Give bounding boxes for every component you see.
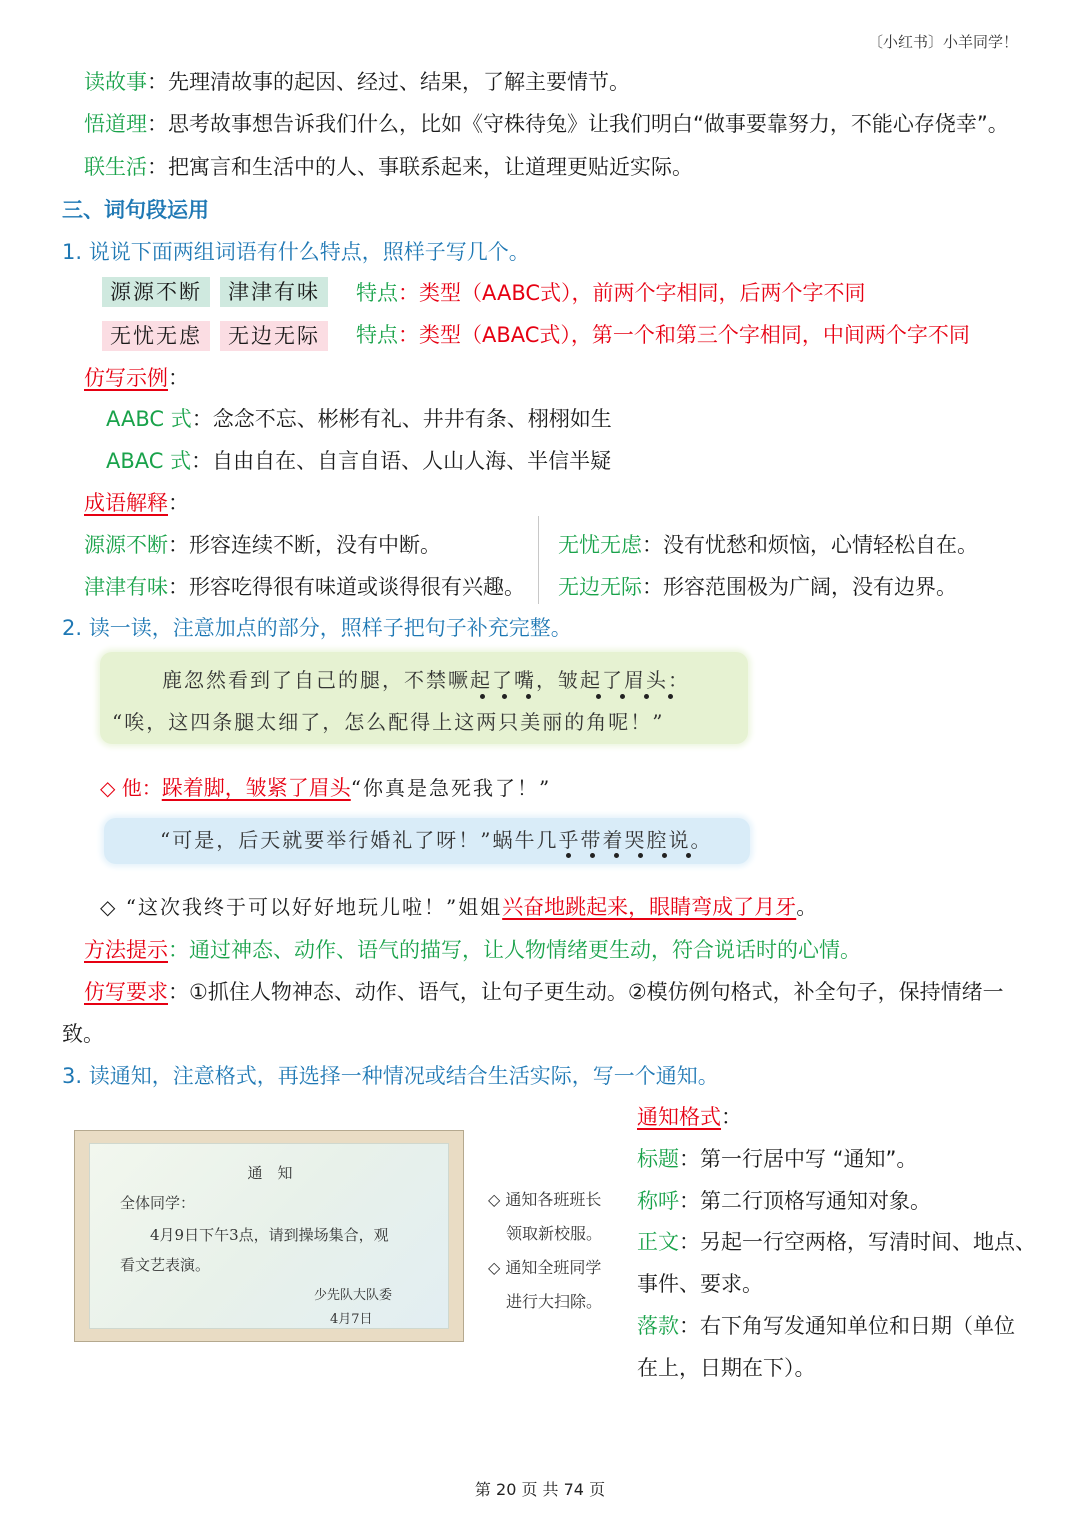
example-suffix: 。 <box>796 895 818 919</box>
examples-label: 仿写示例 <box>84 366 168 390</box>
filled-answer: 跺着脚，皱紧了眉头 <box>161 776 351 800</box>
feature-label: 特点 <box>356 281 398 305</box>
notice-option: ◇ 通知全班同学 <box>488 1258 602 1277</box>
passage-2-text: “可是，后天就要举行婚礼了呀！”蜗牛几乎带着哭腔说。 <box>160 828 713 852</box>
notice-paper <box>89 1143 449 1329</box>
format-heading <box>637 1105 742 1130</box>
notice-heading: 通 知 <box>247 1164 293 1182</box>
emphasis-dot <box>566 853 571 858</box>
idiom-word: 津津有味 <box>84 575 168 599</box>
question-2-title: 2. 读一读，注意加点的部分，照样子把句子补充完整。 <box>62 616 572 640</box>
idiom-word: 源源不断 <box>84 533 168 557</box>
explain-heading <box>84 491 189 516</box>
word-group-2 <box>102 324 328 349</box>
column-divider <box>538 516 539 604</box>
emphasis-dot <box>480 694 485 699</box>
format-item-text: ：另起一行空两格，写清时间、地点、 <box>679 1230 1036 1254</box>
reading-text: ：先理清故事的起因、经过、结果，了解主要情节。 <box>147 70 630 94</box>
tip-label: 方法提示 <box>84 938 168 962</box>
section-title: 三、词句段运用 <box>62 198 209 222</box>
emphasis-dot <box>644 694 649 699</box>
format-item <box>637 1314 1015 1339</box>
emphasis-dot <box>638 853 643 858</box>
feature-text: ：类型（AABC式），前两个字相同，后两个字不同 <box>398 281 866 305</box>
emphasis-dot <box>620 694 625 699</box>
format-item-cont: 在上，日期在下）。 <box>637 1356 816 1380</box>
abac-label: ABAC 式 <box>106 449 192 473</box>
page-header: 〔小红书〕小羊同学！ <box>867 33 1018 51</box>
notice-card <box>74 1130 464 1342</box>
feature-2 <box>356 323 970 348</box>
reading-label: 悟道理 <box>84 112 147 136</box>
abac-examples <box>106 449 611 474</box>
notice-sender: 少先队大队委 <box>314 1288 393 1303</box>
explanation-item <box>558 533 978 558</box>
notice-option: ◇ 通知各班班长 <box>488 1190 602 1209</box>
idiom-meaning: ：形容范围极为广阔，没有边界。 <box>642 575 957 599</box>
notice-date: 4月7日 <box>330 1312 373 1327</box>
word-chip: 无忧无虑 <box>102 321 210 351</box>
filled-answer: 兴奋地跳起来，眼睛弯成了月牙 <box>502 895 797 919</box>
emphasis-dot <box>526 694 531 699</box>
idiom-word: 无忧无虑 <box>558 533 642 557</box>
examples-heading <box>84 366 189 391</box>
passage-1-line-2: “唉，这四条腿太细了，怎么配得上这两只美丽的角呢！” <box>112 710 665 734</box>
req-text: ：①抓住人物神态、动作、语气，让句子更生动。②模仿例句格式，补全句子，保持情绪一 <box>168 980 1004 1004</box>
explanation-item <box>558 575 957 600</box>
colon: ： <box>168 366 189 390</box>
format-item-text: ：第一行居中写 “通知”。 <box>679 1147 918 1171</box>
notice-option: 进行大扫除。 <box>506 1292 603 1311</box>
word-chip: 津津有味 <box>220 277 328 307</box>
idiom-meaning: ：没有忧愁和烦恼，心情轻松自在。 <box>642 533 978 557</box>
example-sentence-2 <box>100 895 817 920</box>
writing-requirement <box>84 980 1004 1005</box>
emphasis-dot <box>596 694 601 699</box>
tip-text: ：通过神态、动作、语气的描写，让人物情绪更生动，符合说话时的心情。 <box>168 938 861 962</box>
word-chip: 无边无际 <box>220 321 328 351</box>
format-item-label: 称呼 <box>637 1189 679 1213</box>
question-3-title: 3. 读通知，注意格式，再选择一种情况或结合生活实际，写一个通知。 <box>62 1064 719 1088</box>
explain-label: 成语解释 <box>84 491 168 515</box>
reading-text: ：思考故事想告诉我们什么，比如《守株待兔》让我们明白“做事要靠努力，不能心存侥幸”。 <box>147 112 1009 136</box>
explanation-item <box>84 533 441 558</box>
format-item-label: 正文 <box>637 1230 679 1254</box>
format-item-text: ：第二行顶格写通知对象。 <box>679 1189 931 1213</box>
format-item <box>637 1147 917 1172</box>
reading-label: 读故事 <box>84 70 147 94</box>
example-prefix: ◇ 他： <box>100 776 162 800</box>
colon: ： <box>721 1105 742 1129</box>
aabc-examples <box>106 407 612 432</box>
word-group-1 <box>102 280 328 305</box>
writing-requirement-cont: 致。 <box>62 1022 104 1046</box>
format-item-cont: 事件、要求。 <box>637 1272 763 1296</box>
notice-recipient: 全体同学： <box>120 1194 196 1212</box>
reading-line-3 <box>84 155 693 180</box>
notice-body: 4月9日下午3点，请到操场集合，观 <box>150 1226 389 1244</box>
emphasis-dot <box>614 853 619 858</box>
reading-label: 联生活 <box>84 155 147 179</box>
req-label: 仿写要求 <box>84 980 168 1004</box>
question-1-title: 1. 说说下面两组词语有什么特点，照样子写几个。 <box>62 240 530 264</box>
aabc-label: AABC 式 <box>106 407 192 431</box>
format-item-text: ：右下角写发通知单位和日期（单位 <box>679 1314 1015 1338</box>
idiom-meaning: ：形容连续不断，没有中断。 <box>168 533 441 557</box>
format-label: 通知格式 <box>637 1105 721 1129</box>
example-suffix: “你真是急死我了！” <box>350 776 552 800</box>
method-tip <box>84 938 861 963</box>
feature-text: ：类型（ABAC式），第一个和第三个字相同，中间两个字不同 <box>398 323 970 347</box>
notice-body: 看文艺表演。 <box>120 1256 211 1274</box>
example-sentence-1 <box>100 776 551 801</box>
emphasis-dot <box>590 853 595 858</box>
format-item <box>637 1230 1036 1255</box>
emphasis-dot <box>686 853 691 858</box>
notice-option: 领取新校服。 <box>506 1224 603 1243</box>
idiom-word: 无边无际 <box>558 575 642 599</box>
emphasis-dot <box>662 853 667 858</box>
reading-line-2 <box>84 112 1009 137</box>
feature-label: 特点 <box>356 323 398 347</box>
format-item <box>637 1189 931 1214</box>
reading-line-1 <box>84 70 630 95</box>
passage-1-line-1: 鹿忽然看到了自己的腿，不禁噘起了嘴，皱起了眉头： <box>162 668 690 692</box>
colon: ： <box>168 491 189 515</box>
aabc-text: ：念念不忘、彬彬有礼、井井有条、栩栩如生 <box>191 407 612 431</box>
idiom-meaning: ：形容吃得很有味道或谈得很有兴趣。 <box>168 575 525 599</box>
word-chip: 源源不断 <box>102 277 210 307</box>
example-prefix: ◇ “这次我终于可以好好地玩儿啦！”姐姐 <box>100 895 503 919</box>
page-number: 第 20 页 共 74 页 <box>474 1480 606 1499</box>
format-item-label: 标题 <box>637 1147 679 1171</box>
emphasis-dot <box>668 694 673 699</box>
explanation-item <box>84 575 525 600</box>
reading-text: ：把寓言和生活中的人、事联系起来，让道理更贴近实际。 <box>147 155 693 179</box>
feature-1 <box>356 281 866 306</box>
abac-text: ：自由自在、自言自语、人山人海、半信半疑 <box>191 449 612 473</box>
format-item-label: 落款 <box>637 1314 679 1338</box>
emphasis-dot <box>502 694 507 699</box>
